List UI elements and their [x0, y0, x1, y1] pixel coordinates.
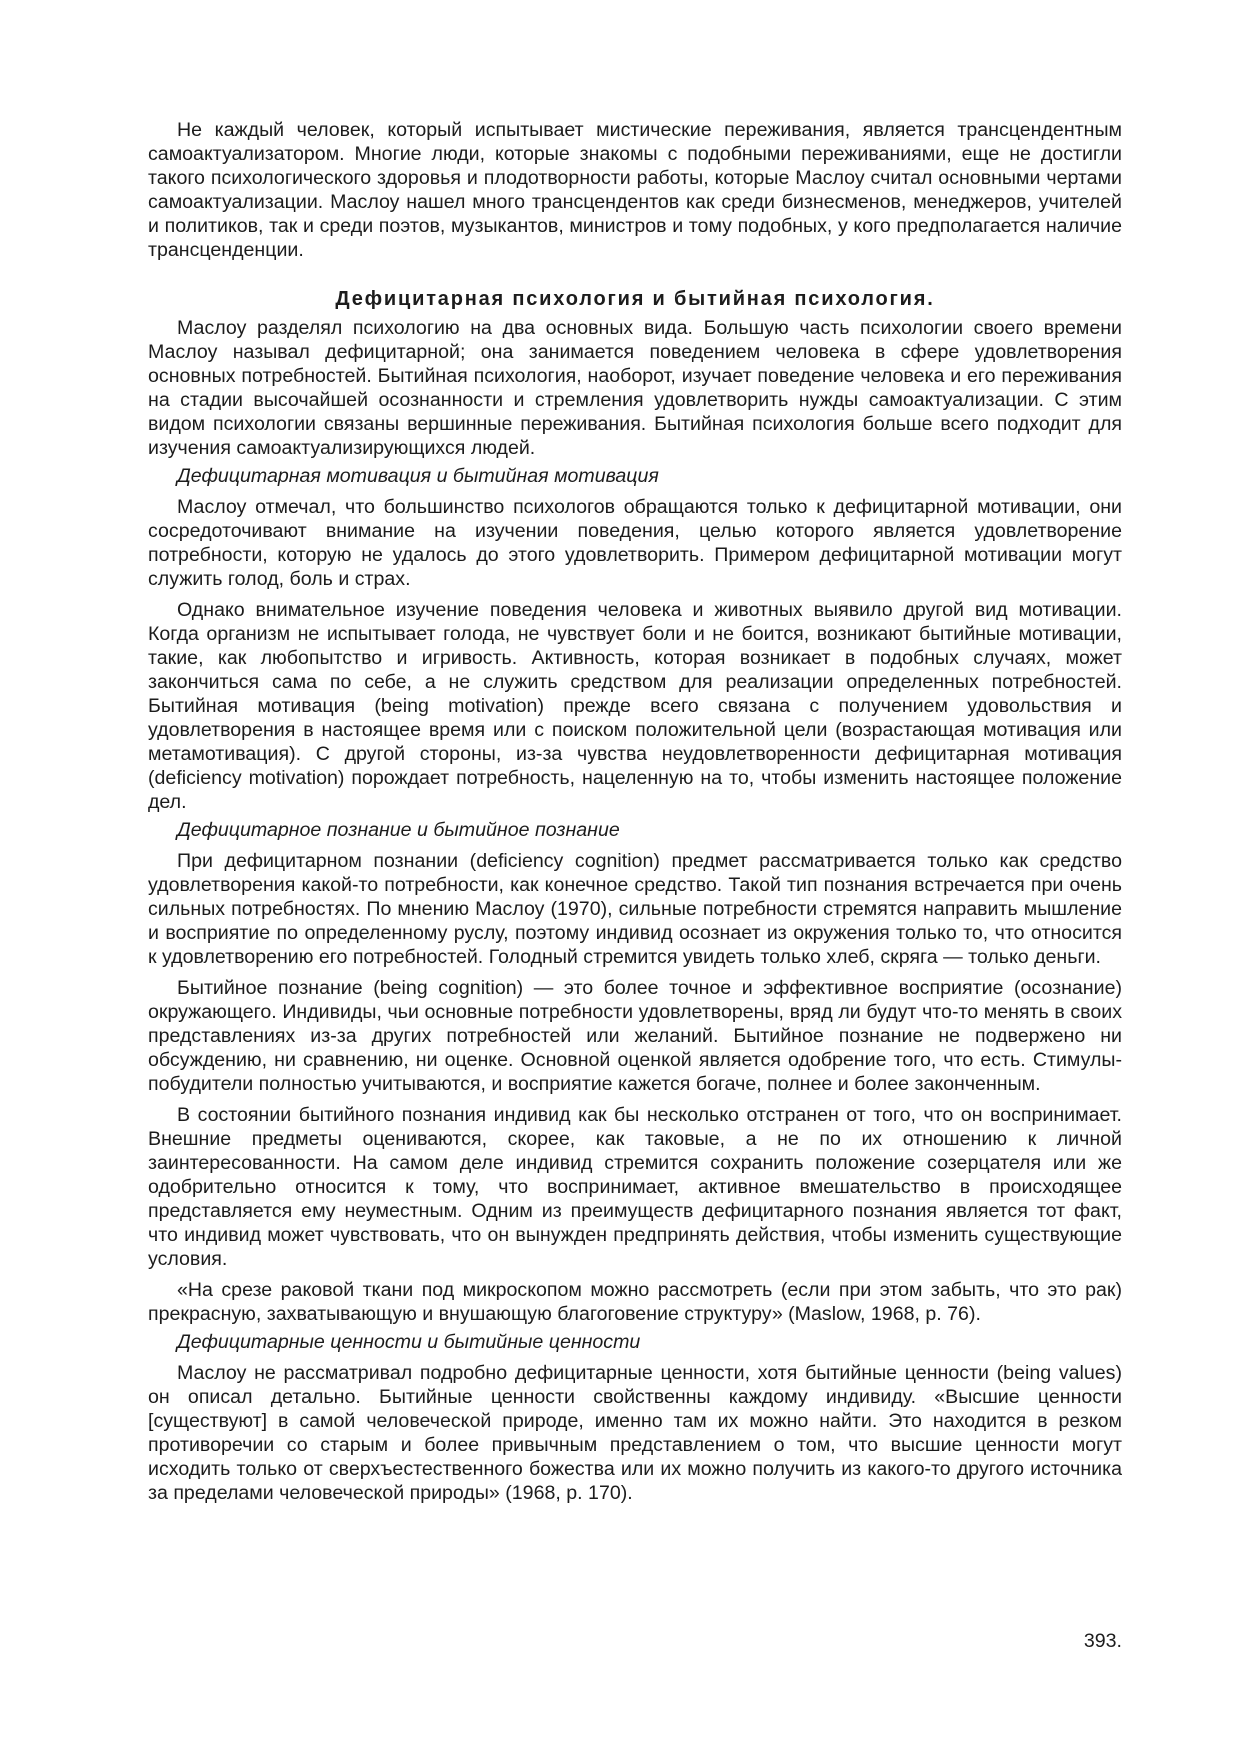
paragraph-being-motivation: Однако внимательное изучение поведения человека и животных выявило другой вид мотивации. Когда организм не испытывает голода, не чувствует боли и не боится, возникают бытийные мотивации, такие, как любопытство и игривость. Активность, которая возникает в подобных случаях, может закончиться сама по себе, а не служить средством для реализации определенных потребностей. Бытийная мотивация (being motivation) прежде всего связана с получением удовольствия и удовлетворения в настоящее время или с поиском положительной цели (возрастающая мотивация или метамотивация). С другой стороны, из-за чувства неудовлетворенности дефицитарная мотивация (deficiency motivation) порождает потребность, нацеленную на то, чтобы изменить настоящее положение дел.	[148, 599, 1122, 813]
paragraph-deficiency-motivation: Маслоу отмечал, что большинство психологов обращаются только к дефицитарной мотивации, они сосредоточивают внимание на изучении поведения, целью которого является удовлетворение потребности, которую не удалось до этого удовлетворить. Примером дефицитарной мотивации могут служить голод, боль и страх.	[148, 496, 1122, 590]
paragraph-intro: Не каждый человек, который испытывает мистические переживания, является трансцендентным самоактуализатором. Многие люди, которые знакомы с подобными переживаниями, еще не достигли такого психологического здоровья и плодотворности работы, которые Маслоу считал основными чертами самоактуализации. Маслоу нашел много трансцендентов как среди бизнесменов, менеджеров, учителей и политиков, так и среди поэтов, музыкантов, министров и тому подобных, у кого предполагается наличие трансценденции.	[148, 119, 1122, 261]
subheading-cognition: Дефицитарное познание и бытийное познание	[177, 819, 620, 841]
paragraph-psychology-types: Маслоу разделял психологию на два основных вида. Большую часть психологии своего времени Маслоу называл дефицитарной; она занимается поведением человека в сфере удовлетворения основных потребностей. Бытийная психология, наоборот, изучает поведение человека и его переживания на стадии высочайшей осознанности и стремления удовлетворить нужды самоактуализации. С этим видом психологии связаны вершинные переживания. Бытийная психология больше всего подходит для изучения самоактуализирующихся людей.	[148, 317, 1122, 459]
page-number: 393.	[1083, 1630, 1122, 1652]
page-content	[148, 118, 1122, 1505]
section-heading: Дефицитарная психология и бытийная психология.	[335, 288, 935, 310]
paragraph-being-values: Маслоу не рассматривал подробно дефицитарные ценности, хотя бытийные ценности (being values) он описал детально. Бытийные ценности свойственны каждому индивиду. «Высшие ценности [существуют] в самой человеческой природе, именно там их можно найти. Это находится в резком противоречии со старым и более привычным представлением о том, что высшие ценности могут исходить только от сверхъестественного божества или их можно получить из какого-то другого источника за пределами человеческой природы» (1968, p. 170).	[148, 1362, 1122, 1504]
paragraph-deficiency-cognition: При дефицитарном познании (deficiency cognition) предмет рассматривается только как средство удовлетворения какой-то потребности, как конечное средство. Такой тип познания встречается при очень сильных потребностях. По мнению Маслоу (1970), сильные потребности стремятся направить мышление и восприятие по определенному руслу, поэтому индивид осознает из окружения только то, что относится к удовлетворению его потребностей. Голодный стремится увидеть только хлеб, скряга — только деньги.	[148, 850, 1122, 968]
paragraph-quote: «На срезе раковой ткани под микроскопом можно рассмотреть (если при этом забыть, что это рак) прекрасную, захватывающую и внушающую благоговение структуру» (Maslow, 1968, p. 76).	[148, 1279, 1122, 1325]
paragraph-being-cognition-detachment: В состоянии бытийного познания индивид как бы несколько отстранен от того, что он воспринимает. Внешние предметы оцениваются, скорее, как таковые, а не по их отношению к личной заинтересованности. На самом деле индивид стремится сохранить положение созерцателя или же одобрительно относится к тому, что воспринимает, активное вмешательство в происходящее представляется ему неуместным. Одним из преимуществ дефицитарного познания является тот факт, что индивид может чувствовать, что он вынужден предпринять действия, чтобы изменить существующие условия.	[148, 1104, 1122, 1270]
subheading-values: Дефицитарные ценности и бытийные ценности	[177, 1331, 641, 1353]
subheading-motivation: Дефицитарная мотивация и бытийная мотивация	[177, 465, 659, 487]
paragraph-being-cognition: Бытийное познание (being cognition) — это более точное и эффективное восприятие (осознание) окружающего. Индивиды, чьи основные потребности удовлетворены, вряд ли будут что-то менять в своих представлениях из-за других потребностей или желаний. Бытийное познание не подвержено ни обсуждению, ни сравнению, ни оценке. Основной оценкой является одобрение того, что есть. Стимулы-побудители полностью учитываются, и восприятие кажется богаче, полнее и более законченным.	[148, 977, 1122, 1095]
